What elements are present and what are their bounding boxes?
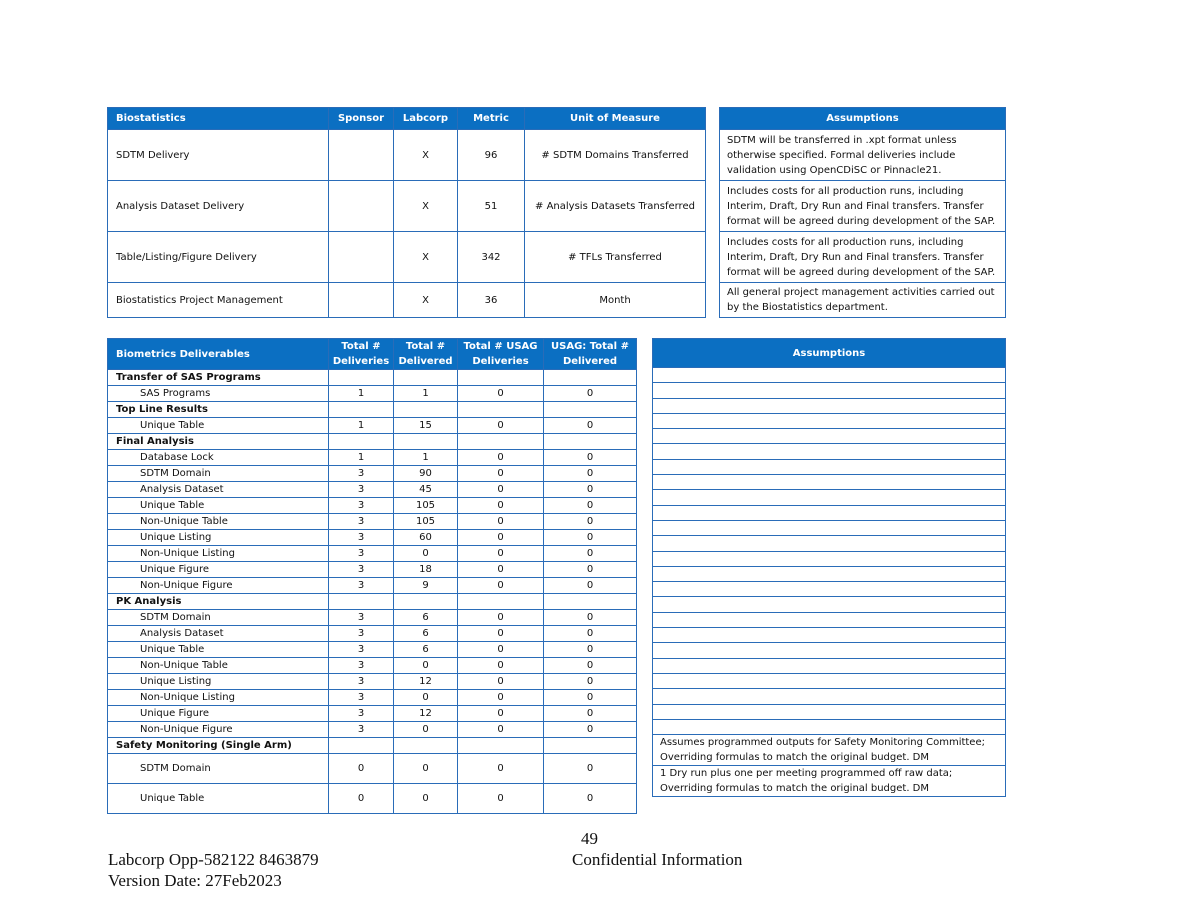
unit-cell: # SDTM Domains Transferred: [525, 130, 706, 181]
deliverable-label: Unique Listing: [108, 530, 329, 546]
header-unit-of-measure: Unit of Measure: [525, 108, 706, 130]
table-row: [108, 466, 637, 482]
value-cell: 0: [544, 450, 637, 466]
value-cell: [544, 738, 637, 754]
header-assumptions: Assumptions: [720, 108, 1006, 130]
deliverable-label: Unique Figure: [108, 706, 329, 722]
table-row: [108, 386, 637, 402]
value-cell: 0: [458, 466, 544, 482]
assumption-text: Includes costs for all production runs, including Interim, Draft, Dry Run and Final transfers. Transfer format will be agreed during development of the SAP.: [720, 181, 1006, 232]
assumption-text: 1 Dry run plus one per meeting programmed off raw data; Overriding formulas to match the original budget. DM: [653, 766, 1006, 797]
sponsor-cell: [329, 130, 394, 181]
deliverable-label: Non-Unique Table: [108, 658, 329, 674]
value-cell: 0: [544, 626, 637, 642]
sponsor-cell: [329, 283, 394, 318]
table-row: [108, 130, 706, 181]
assumption-row: [653, 444, 1006, 459]
assumption-row: [653, 459, 1006, 474]
value-cell: 0: [544, 610, 637, 626]
deliverable-label: Analysis Dataset Delivery: [108, 181, 329, 232]
value-cell: 0: [458, 706, 544, 722]
value-cell: 3: [329, 674, 394, 690]
assumption-row: [653, 536, 1006, 551]
value-cell: [458, 738, 544, 754]
value-cell: 0: [458, 546, 544, 562]
assumption-row: [653, 597, 1006, 612]
assumption-text: Includes costs for all production runs, including Interim, Draft, Dry Run and Final transfers. Transfer format will be agreed during development of the SAP.: [720, 232, 1006, 283]
value-cell: 1: [329, 450, 394, 466]
assumption-text: [653, 719, 1006, 734]
assumption-row: [653, 383, 1006, 398]
value-cell: [329, 434, 394, 450]
group-label: Transfer of SAS Programs: [108, 370, 329, 386]
deliverable-label: Non-Unique Table: [108, 514, 329, 530]
biometrics-deliverables-table: [107, 338, 637, 814]
value-cell: 0: [458, 674, 544, 690]
assumption-row: [720, 232, 1006, 283]
assumption-text: [653, 566, 1006, 581]
group-label: Safety Monitoring (Single Arm): [108, 738, 329, 754]
deliverable-label: Unique Table: [108, 498, 329, 514]
value-cell: 12: [394, 706, 458, 722]
labcorp-cell: X: [394, 130, 458, 181]
value-cell: 0: [544, 482, 637, 498]
value-cell: 0: [544, 466, 637, 482]
assumption-text: [653, 628, 1006, 643]
value-cell: 6: [394, 626, 458, 642]
value-cell: 0: [458, 784, 544, 814]
table-row: [108, 283, 706, 318]
table-row: [108, 626, 637, 642]
assumption-row: [653, 475, 1006, 490]
labcorp-cell: X: [394, 181, 458, 232]
table-row: [108, 546, 637, 562]
value-cell: 3: [329, 514, 394, 530]
deliverable-label: Analysis Dataset: [108, 626, 329, 642]
value-cell: 105: [394, 514, 458, 530]
deliverable-label: Non-Unique Listing: [108, 546, 329, 562]
assumption-row: [653, 413, 1006, 428]
value-cell: 0: [458, 658, 544, 674]
value-cell: 0: [458, 450, 544, 466]
value-cell: [458, 594, 544, 610]
value-cell: [394, 370, 458, 386]
table-row: [108, 482, 637, 498]
assumption-text: [653, 413, 1006, 428]
value-cell: 3: [329, 546, 394, 562]
unit-cell: # TFLs Transferred: [525, 232, 706, 283]
header-labcorp: Labcorp: [394, 108, 458, 130]
assumption-row: [653, 520, 1006, 535]
assumption-row: [653, 689, 1006, 704]
metric-cell: 51: [458, 181, 525, 232]
value-cell: 3: [329, 578, 394, 594]
deliverable-label: Analysis Dataset: [108, 482, 329, 498]
assumption-row: [653, 582, 1006, 597]
table-row: [108, 578, 637, 594]
header-biometrics-deliverables: Biometrics Deliverables: [108, 339, 329, 370]
group-row: [108, 594, 637, 610]
header-sponsor: Sponsor: [329, 108, 394, 130]
value-cell: [458, 402, 544, 418]
value-cell: 0: [458, 562, 544, 578]
table-row: [108, 418, 637, 434]
group-row: [108, 434, 637, 450]
value-cell: 0: [458, 418, 544, 434]
value-cell: [329, 594, 394, 610]
table-row: [108, 690, 637, 706]
biostatistics-assumptions-table: [719, 107, 1006, 318]
sponsor-cell: [329, 181, 394, 232]
value-cell: [544, 370, 637, 386]
value-cell: 0: [394, 690, 458, 706]
group-label: Top Line Results: [108, 402, 329, 418]
value-cell: 0: [394, 722, 458, 738]
assumption-text: Assumes programmed outputs for Safety Monitoring Committee; Overriding formulas to match the original budget. DM: [653, 735, 1006, 766]
assumption-row: [720, 181, 1006, 232]
value-cell: 60: [394, 530, 458, 546]
value-cell: 15: [394, 418, 458, 434]
value-cell: 0: [329, 784, 394, 814]
value-cell: 0: [458, 722, 544, 738]
assumption-text: [653, 444, 1006, 459]
assumption-row: [653, 368, 1006, 383]
assumption-row: [653, 566, 1006, 581]
deliverable-label: Unique Table: [108, 418, 329, 434]
deliverable-label: Non-Unique Figure: [108, 578, 329, 594]
table-row: [108, 674, 637, 690]
value-cell: 1: [394, 386, 458, 402]
value-cell: [329, 370, 394, 386]
unit-cell: # Analysis Datasets Transferred: [525, 181, 706, 232]
value-cell: 90: [394, 466, 458, 482]
header-metric: Metric: [458, 108, 525, 130]
group-label: PK Analysis: [108, 594, 329, 610]
table-row: [108, 754, 637, 784]
value-cell: 0: [394, 784, 458, 814]
deliverable-label: Biostatistics Project Management: [108, 283, 329, 318]
value-cell: 0: [458, 754, 544, 784]
value-cell: 0: [458, 386, 544, 402]
assumption-text: All general project management activities carried out by the Biostatistics department.: [720, 283, 1006, 318]
assumption-text: [653, 643, 1006, 658]
value-cell: 3: [329, 562, 394, 578]
assumption-row: [653, 766, 1006, 797]
assumption-text: [653, 429, 1006, 444]
assumption-row: [653, 704, 1006, 719]
footer-version-date: Version Date: 27Feb2023: [108, 871, 282, 890]
value-cell: 3: [329, 642, 394, 658]
assumption-text: [653, 490, 1006, 505]
group-label: Final Analysis: [108, 434, 329, 450]
value-cell: 3: [329, 610, 394, 626]
value-cell: [544, 434, 637, 450]
page-number: 49: [581, 829, 598, 848]
value-cell: 0: [544, 562, 637, 578]
assumption-row: [653, 398, 1006, 413]
value-cell: 45: [394, 482, 458, 498]
value-cell: 0: [458, 578, 544, 594]
assumption-text: [653, 459, 1006, 474]
assumption-row: [653, 505, 1006, 520]
assumption-text: [653, 597, 1006, 612]
value-cell: 3: [329, 466, 394, 482]
value-cell: 3: [329, 690, 394, 706]
value-cell: 0: [458, 514, 544, 530]
value-cell: 0: [329, 754, 394, 784]
header-total-deliveries: Total # Deliveries: [329, 339, 394, 370]
table-row: [108, 658, 637, 674]
deliverable-label: Unique Table: [108, 642, 329, 658]
assumption-text: [653, 582, 1006, 597]
table-row: [108, 514, 637, 530]
value-cell: [329, 738, 394, 754]
value-cell: [544, 594, 637, 610]
table-row: [108, 530, 637, 546]
assumption-text: [653, 398, 1006, 413]
table-row: [108, 181, 706, 232]
table-row: [108, 450, 637, 466]
value-cell: 0: [394, 754, 458, 784]
metric-cell: 342: [458, 232, 525, 283]
value-cell: 0: [394, 546, 458, 562]
value-cell: 0: [544, 386, 637, 402]
value-cell: [394, 402, 458, 418]
labcorp-cell: X: [394, 232, 458, 283]
value-cell: 9: [394, 578, 458, 594]
deliverable-label: Unique Listing: [108, 674, 329, 690]
value-cell: [394, 738, 458, 754]
value-cell: 1: [394, 450, 458, 466]
assumption-text: [653, 704, 1006, 719]
table-row: [108, 232, 706, 283]
sponsor-cell: [329, 232, 394, 283]
value-cell: 0: [544, 690, 637, 706]
assumption-row: [653, 673, 1006, 688]
assumption-text: [653, 475, 1006, 490]
value-cell: 3: [329, 706, 394, 722]
value-cell: 0: [458, 642, 544, 658]
value-cell: 3: [329, 530, 394, 546]
value-cell: [394, 594, 458, 610]
assumption-row: [653, 429, 1006, 444]
table-row: [108, 498, 637, 514]
group-row: [108, 738, 637, 754]
assumption-text: [653, 612, 1006, 627]
footer-opportunity: Labcorp Opp-582122 8463879: [108, 850, 319, 869]
table-row: [108, 610, 637, 626]
header-usag-total-delivered: USAG: Total # Delivered: [544, 339, 637, 370]
assumption-text: [653, 505, 1006, 520]
value-cell: 0: [544, 706, 637, 722]
deliverable-label: Database Lock: [108, 450, 329, 466]
deliverable-label: SDTM Domain: [108, 754, 329, 784]
value-cell: 6: [394, 610, 458, 626]
header-biostatistics: Biostatistics: [108, 108, 329, 130]
value-cell: [544, 402, 637, 418]
value-cell: 0: [458, 626, 544, 642]
value-cell: 1: [329, 386, 394, 402]
value-cell: 0: [544, 784, 637, 814]
deliverable-label: Non-Unique Listing: [108, 690, 329, 706]
value-cell: 0: [544, 754, 637, 784]
table-row: [108, 642, 637, 658]
header-assumptions: Assumptions: [653, 339, 1006, 368]
value-cell: 12: [394, 674, 458, 690]
value-cell: 0: [544, 530, 637, 546]
value-cell: 3: [329, 482, 394, 498]
value-cell: 0: [544, 498, 637, 514]
table-row: [108, 722, 637, 738]
assumption-row: [653, 735, 1006, 766]
unit-cell: Month: [525, 283, 706, 318]
value-cell: 3: [329, 658, 394, 674]
value-cell: 3: [329, 498, 394, 514]
header-total-usag-deliveries: Total # USAG Deliveries: [458, 339, 544, 370]
value-cell: 0: [544, 722, 637, 738]
value-cell: 0: [544, 514, 637, 530]
labcorp-cell: X: [394, 283, 458, 318]
value-cell: 0: [458, 498, 544, 514]
assumption-row: [653, 551, 1006, 566]
assumption-text: [653, 551, 1006, 566]
value-cell: [458, 434, 544, 450]
value-cell: 105: [394, 498, 458, 514]
group-row: [108, 370, 637, 386]
assumption-row: [653, 658, 1006, 673]
table-row: [108, 784, 637, 814]
value-cell: 0: [458, 610, 544, 626]
assumption-row: [653, 643, 1006, 658]
assumption-text: [653, 689, 1006, 704]
biostatistics-table: [107, 107, 706, 318]
assumption-text: [653, 673, 1006, 688]
value-cell: 6: [394, 642, 458, 658]
value-cell: 0: [544, 546, 637, 562]
group-row: [108, 402, 637, 418]
metric-cell: 96: [458, 130, 525, 181]
value-cell: [394, 434, 458, 450]
deliverable-label: Table/Listing/Figure Delivery: [108, 232, 329, 283]
value-cell: 0: [458, 530, 544, 546]
assumption-row: [653, 628, 1006, 643]
biometrics-assumptions-table: [652, 338, 1006, 797]
value-cell: 0: [544, 642, 637, 658]
assumption-text: SDTM will be transferred in .xpt format unless otherwise specified. Formal deliveries include validation using OpenCDiSC or Pinnacle21.: [720, 130, 1006, 181]
value-cell: [458, 370, 544, 386]
deliverable-label: SDTM Domain: [108, 466, 329, 482]
assumption-row: [653, 719, 1006, 734]
value-cell: [329, 402, 394, 418]
assumption-row: [720, 283, 1006, 318]
value-cell: 0: [544, 418, 637, 434]
footer-confidential: Confidential Information: [572, 850, 743, 869]
metric-cell: 36: [458, 283, 525, 318]
table-row: [108, 562, 637, 578]
value-cell: 0: [544, 674, 637, 690]
value-cell: 3: [329, 626, 394, 642]
deliverable-label: Unique Figure: [108, 562, 329, 578]
deliverable-label: Non-Unique Figure: [108, 722, 329, 738]
assumption-text: [653, 536, 1006, 551]
value-cell: 0: [458, 690, 544, 706]
assumption-row: [720, 130, 1006, 181]
deliverable-label: SDTM Domain: [108, 610, 329, 626]
table-row: [108, 706, 637, 722]
value-cell: 1: [329, 418, 394, 434]
value-cell: 0: [458, 482, 544, 498]
assumption-text: [653, 658, 1006, 673]
assumption-row: [653, 612, 1006, 627]
value-cell: 0: [544, 578, 637, 594]
assumption-text: [653, 520, 1006, 535]
assumption-row: [653, 490, 1006, 505]
deliverable-label: SAS Programs: [108, 386, 329, 402]
header-total-delivered: Total # Delivered: [394, 339, 458, 370]
value-cell: 0: [544, 658, 637, 674]
assumption-text: [653, 368, 1006, 383]
deliverable-label: Unique Table: [108, 784, 329, 814]
value-cell: 3: [329, 722, 394, 738]
value-cell: 18: [394, 562, 458, 578]
assumption-text: [653, 383, 1006, 398]
value-cell: 0: [394, 658, 458, 674]
deliverable-label: SDTM Delivery: [108, 130, 329, 181]
